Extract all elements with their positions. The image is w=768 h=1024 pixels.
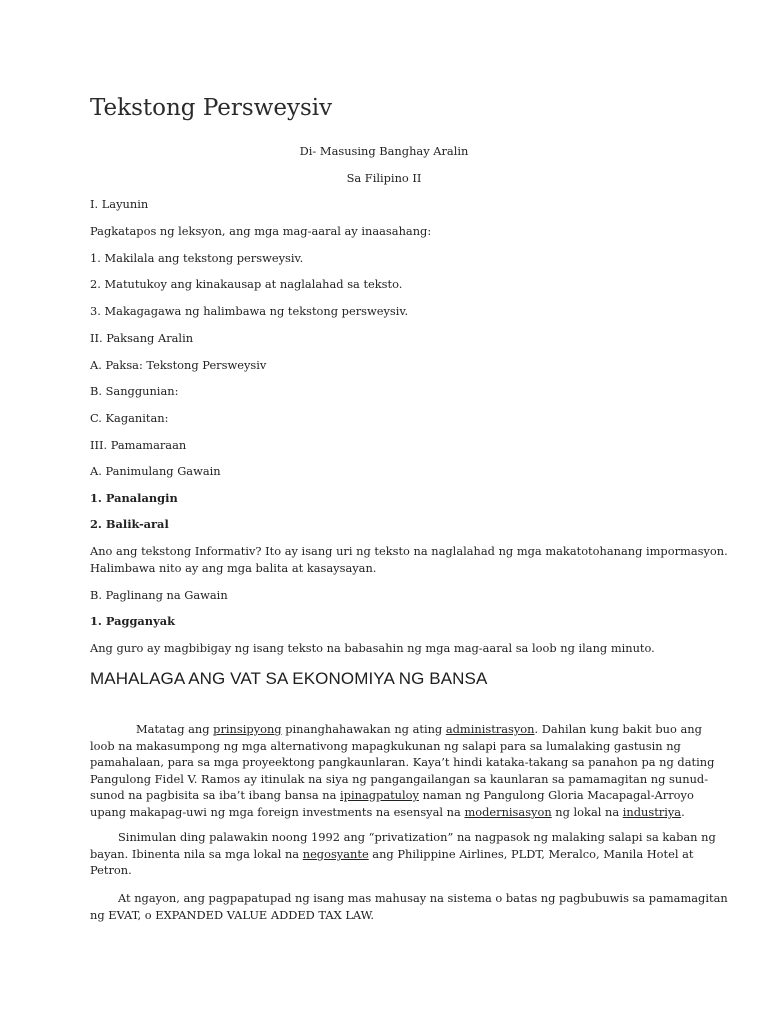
- objective-2: 2. Matutukoy ang kinakausap at naglalahad sa teksto.: [90, 277, 403, 291]
- pagganyak-text: Ang guro ay magbibigay ng isang teksto na babasahin ng mga mag-aaral sa loob ng ilang minuto.: [90, 641, 655, 655]
- paksa-item: A. Paksa: Tekstong Persweysiv: [90, 358, 267, 372]
- panalangin-item: 1. Panalangin: [90, 491, 178, 505]
- underlined-word: modernisasyon: [464, 804, 552, 819]
- paragraph-line: ng EVAT, o EXPANDED VALUE ADDED TAX LAW.: [90, 907, 375, 922]
- article-paragraph-3: [90, 890, 728, 923]
- paragraph-line: loob na makasumpong ng mga alternativong mapagkukunan ng salapi para sa lumalaking gastusin ng: [90, 738, 681, 753]
- underlined-word: administrasyon: [445, 722, 535, 736]
- balik-aral-text-line-1: Ano ang tekstong Informativ? Ito ay isang uri ng teksto na naglalahad ng mga makatotohanang impormasyon.: [90, 544, 728, 558]
- kaganitan-item: C. Kaganitan:: [90, 411, 169, 425]
- paragraph-line: Petron.: [90, 863, 132, 878]
- paragraph-line: sunod na pagbisita sa iba’t ibang bansa na ipinagpatuloy naman ng Pangulong Gloria Macapagal-Arroyo: [90, 788, 694, 803]
- subject-subtitle: Sa Filipino II: [346, 171, 422, 185]
- section-layunin: I. Layunin: [90, 197, 149, 211]
- paragraph-line: Matatag ang prinsipyong pinanghahawakan ng ating administrasyon. Dahilan kung bakit buo ang: [136, 722, 702, 736]
- underlined-word: ipinagpatuloy: [340, 788, 419, 803]
- balik-aral-text-line-2: Halimbawa nito ay ang mga balita at kasaysayan.: [90, 561, 377, 575]
- underlined-word: prinsipyong: [213, 722, 282, 736]
- section-pamamaraan: III. Pamamaraan: [90, 438, 187, 452]
- underlined-word: industriya: [622, 804, 682, 819]
- objective-3: 3. Makagagawa ng halimbawa ng tekstong persweysiv.: [90, 304, 409, 318]
- paragraph-line: At ngayon, ang pagpapatupad ng isang mas mahusay na sistema o batas ng pagbubuwis sa pamamagitan: [118, 891, 728, 905]
- objective-1: 1. Makilala ang tekstong persweysiv.: [90, 251, 304, 265]
- pagganyak-item: 1. Pagganyak: [90, 614, 175, 628]
- panimulang-gawain-item: A. Panimulang Gawain: [90, 464, 221, 478]
- sanggunian-item: B. Sanggunian:: [90, 384, 179, 398]
- article-paragraph-1: [90, 721, 715, 821]
- objectives-intro: Pagkatapos ng leksyon, ang mga mag-aaral ay inaasahang:: [90, 224, 432, 238]
- paragraph-line: Pangulong Fidel V. Ramos ay itinulak na siya ng pangangailangan sa kaunlaran sa pamamagitan ng sunud-: [90, 771, 709, 786]
- paragraph-line: upang makapag-uwi ng mga foreign investments na esensyal na modernisasyon ng lokal na industriya.: [90, 804, 685, 819]
- lesson-plan-subtitle: Di- Masusing Banghay Aralin: [299, 144, 469, 158]
- document-title: Tekstong Persweysiv: [90, 95, 333, 121]
- paglinang-item: B. Paglinang na Gawain: [90, 588, 228, 602]
- article-heading: MAHALAGA ANG VAT SA EKONOMIYA NG BANSA: [90, 669, 488, 688]
- balik-aral-item: 2. Balik-aral: [90, 517, 169, 531]
- paragraph-line: pamahalaan, para sa mga proyeektong pangkaunlaran. Kaya’t hindi kataka-takang sa panahon pa ng dating: [90, 755, 715, 770]
- article-paragraph-2: [90, 829, 716, 879]
- section-paksang-aralin: II. Paksang Aralin: [90, 331, 194, 345]
- underlined-word: negosyante: [302, 846, 369, 861]
- paragraph-line: bayan. Ibinenta nila sa mga lokal na negosyante ang Philippine Airlines, PLDT, Meralco, Manila Hotel at: [90, 846, 694, 861]
- paragraph-line: Sinimulan ding palawakin noong 1992 ang “privatization” na nagpasok ng malaking salapi sa kaban ng: [118, 830, 716, 844]
